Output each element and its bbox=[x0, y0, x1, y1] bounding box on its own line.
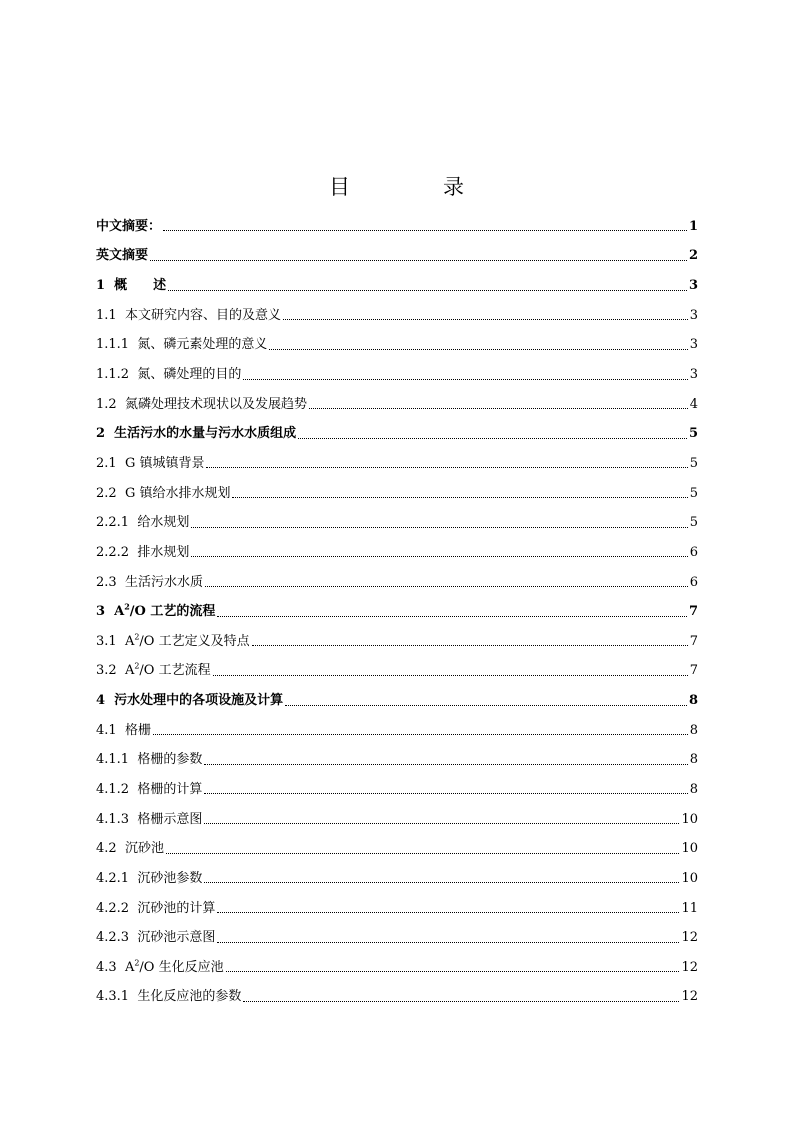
toc-page-number: 7 bbox=[689, 663, 698, 679]
toc-entry-title: 1 概 述 bbox=[96, 278, 167, 294]
dot-leader bbox=[285, 705, 687, 706]
toc-entry[interactable] bbox=[96, 805, 698, 835]
toc-entry[interactable] bbox=[96, 716, 698, 746]
dot-leader bbox=[168, 290, 687, 291]
toc-entry[interactable] bbox=[96, 983, 698, 1013]
toc-entry-title: 4 污水处理中的各项设施及计算 bbox=[96, 693, 284, 709]
toc-entry-title: 4.2 沉砂池 bbox=[96, 841, 164, 857]
page-title: 目 录 bbox=[329, 175, 500, 199]
toc-entry-title: 4.2.1 沉砂池参数 bbox=[96, 870, 203, 886]
toc-page-number: 8 bbox=[689, 722, 698, 738]
toc-entry-title: 4.1.3 格栅示意图 bbox=[96, 811, 203, 827]
toc-page-number: 5 bbox=[688, 426, 698, 442]
toc-entry[interactable] bbox=[96, 271, 698, 301]
toc-page-number: 10 bbox=[681, 811, 698, 827]
dot-leader bbox=[213, 675, 688, 676]
dot-leader bbox=[166, 853, 680, 854]
toc-page-number: 7 bbox=[689, 633, 698, 649]
toc-entry[interactable] bbox=[96, 568, 698, 598]
dot-leader bbox=[191, 527, 687, 528]
dot-leader bbox=[226, 971, 680, 972]
toc-entry-title: 3 $A^2/O$ 工艺的流程 bbox=[96, 601, 216, 620]
toc-page-number: 1 bbox=[688, 218, 698, 234]
dot-leader bbox=[153, 734, 688, 735]
toc-entry[interactable] bbox=[96, 212, 698, 242]
toc-entry-title: 2.2 G 镇给水排水规划 bbox=[96, 485, 231, 501]
toc-entry-title: 1.1 本文研究内容、目的及意义 bbox=[96, 307, 281, 323]
toc-entry[interactable] bbox=[96, 686, 698, 716]
toc-page-number: 12 bbox=[681, 989, 698, 1005]
toc-entry[interactable] bbox=[96, 894, 698, 924]
dot-leader bbox=[163, 230, 687, 231]
toc-page-number: 6 bbox=[689, 574, 698, 590]
dot-leader bbox=[150, 260, 687, 261]
toc-entry-title: 2.3 生活污水水质 bbox=[96, 574, 203, 590]
toc-entry[interactable] bbox=[96, 242, 698, 272]
toc-entry[interactable] bbox=[96, 538, 698, 568]
toc-entry[interactable] bbox=[96, 864, 698, 894]
toc-entry[interactable] bbox=[96, 301, 698, 331]
toc-entry[interactable] bbox=[96, 479, 698, 509]
toc-page-number: 10 bbox=[681, 870, 698, 886]
toc-entry[interactable] bbox=[96, 775, 698, 805]
toc-page-number: 3 bbox=[689, 307, 698, 323]
dot-leader bbox=[204, 764, 687, 765]
toc-page-number: 5 bbox=[689, 485, 698, 501]
toc-entry[interactable] bbox=[96, 508, 698, 538]
toc-page-number: 8 bbox=[689, 781, 698, 797]
toc-entry-title: 4.2.2 沉砂池的计算 bbox=[96, 900, 216, 916]
toc-entry[interactable] bbox=[96, 746, 698, 776]
toc-page-number: 5 bbox=[689, 455, 698, 471]
toc-page-number: 6 bbox=[689, 544, 698, 560]
dot-leader bbox=[283, 319, 688, 320]
toc-entry-title: 4.1.2 格栅的计算 bbox=[96, 781, 203, 797]
toc-entry-title: 4.3.1 生化反应池的参数 bbox=[96, 989, 242, 1005]
dot-leader bbox=[206, 467, 687, 468]
toc-page-number: 4 bbox=[689, 396, 698, 412]
dot-leader bbox=[298, 438, 687, 439]
toc-page-number: 8 bbox=[688, 693, 698, 709]
toc-entry-title: 3.1 $A^2/O$ 工艺定义及特点 bbox=[96, 632, 250, 649]
dot-leader bbox=[232, 497, 687, 498]
toc-page-number: 11 bbox=[681, 900, 698, 916]
table-of-contents bbox=[96, 212, 698, 1012]
dot-leader bbox=[243, 1001, 679, 1002]
toc-page-number: 10 bbox=[681, 841, 698, 857]
dot-leader bbox=[243, 379, 687, 380]
toc-entry-title: 2 生活污水的水量与污水水质组成 bbox=[96, 426, 297, 442]
toc-entry[interactable] bbox=[96, 953, 698, 983]
toc-entry-title: 4.1 格栅 bbox=[96, 722, 151, 738]
toc-entry-title: 2.2.2 排水规划 bbox=[96, 544, 190, 560]
toc-page-number: 12 bbox=[681, 930, 698, 946]
toc-page-number: 3 bbox=[689, 337, 698, 353]
toc-entry-title: 3.2 $A^2/O$ 工艺流程 bbox=[96, 662, 211, 679]
toc-entry[interactable] bbox=[96, 597, 698, 627]
dot-leader bbox=[252, 645, 688, 646]
dot-leader bbox=[205, 586, 688, 587]
toc-page-number: 7 bbox=[688, 604, 698, 620]
toc-page-number: 12 bbox=[681, 959, 698, 975]
toc-entry-title: 1.1.2 氮、磷处理的目的 bbox=[96, 367, 242, 383]
dot-leader bbox=[309, 408, 688, 409]
dot-leader bbox=[204, 882, 679, 883]
toc-entry-title: 1.1.1 氮、磷元素处理的意义 bbox=[96, 337, 268, 353]
toc-entry[interactable] bbox=[96, 419, 698, 449]
toc-entry[interactable] bbox=[96, 331, 698, 361]
toc-page-number: 5 bbox=[689, 515, 698, 531]
dot-leader bbox=[217, 912, 679, 913]
toc-entry-title: 4.2.3 沉砂池示意图 bbox=[96, 930, 216, 946]
toc-entry[interactable] bbox=[96, 834, 698, 864]
toc-entry[interactable] bbox=[96, 627, 698, 657]
toc-entry-title: 1.2 氮磷处理技术现状以及发展趋势 bbox=[96, 396, 307, 412]
toc-page-number: 3 bbox=[689, 367, 698, 383]
toc-entry[interactable] bbox=[96, 449, 698, 479]
dot-leader bbox=[204, 823, 679, 824]
dot-leader bbox=[269, 349, 687, 350]
toc-entry-title: 2.2.1 给水规划 bbox=[96, 515, 190, 531]
toc-entry[interactable] bbox=[96, 657, 698, 687]
dot-leader bbox=[191, 556, 687, 557]
toc-entry[interactable] bbox=[96, 923, 698, 953]
toc-page-number: 3 bbox=[688, 278, 698, 294]
toc-entry-title: 2.1 G 镇城镇背景 bbox=[96, 455, 205, 471]
dot-leader bbox=[217, 616, 687, 617]
toc-entry[interactable] bbox=[96, 360, 698, 390]
dot-leader bbox=[204, 793, 687, 794]
toc-entry-title: 4.1.1 格栅的参数 bbox=[96, 752, 203, 768]
toc-entry[interactable] bbox=[96, 390, 698, 420]
dot-leader bbox=[217, 942, 679, 943]
toc-page-number: 8 bbox=[689, 752, 698, 768]
toc-page-number: 2 bbox=[688, 248, 698, 264]
toc-entry-title: 4.3 $A^2/O$ 生化反应池 bbox=[96, 958, 224, 975]
toc-entry-title: 中文摘要： bbox=[96, 218, 162, 234]
toc-entry-title: 英文摘要 bbox=[96, 248, 149, 264]
